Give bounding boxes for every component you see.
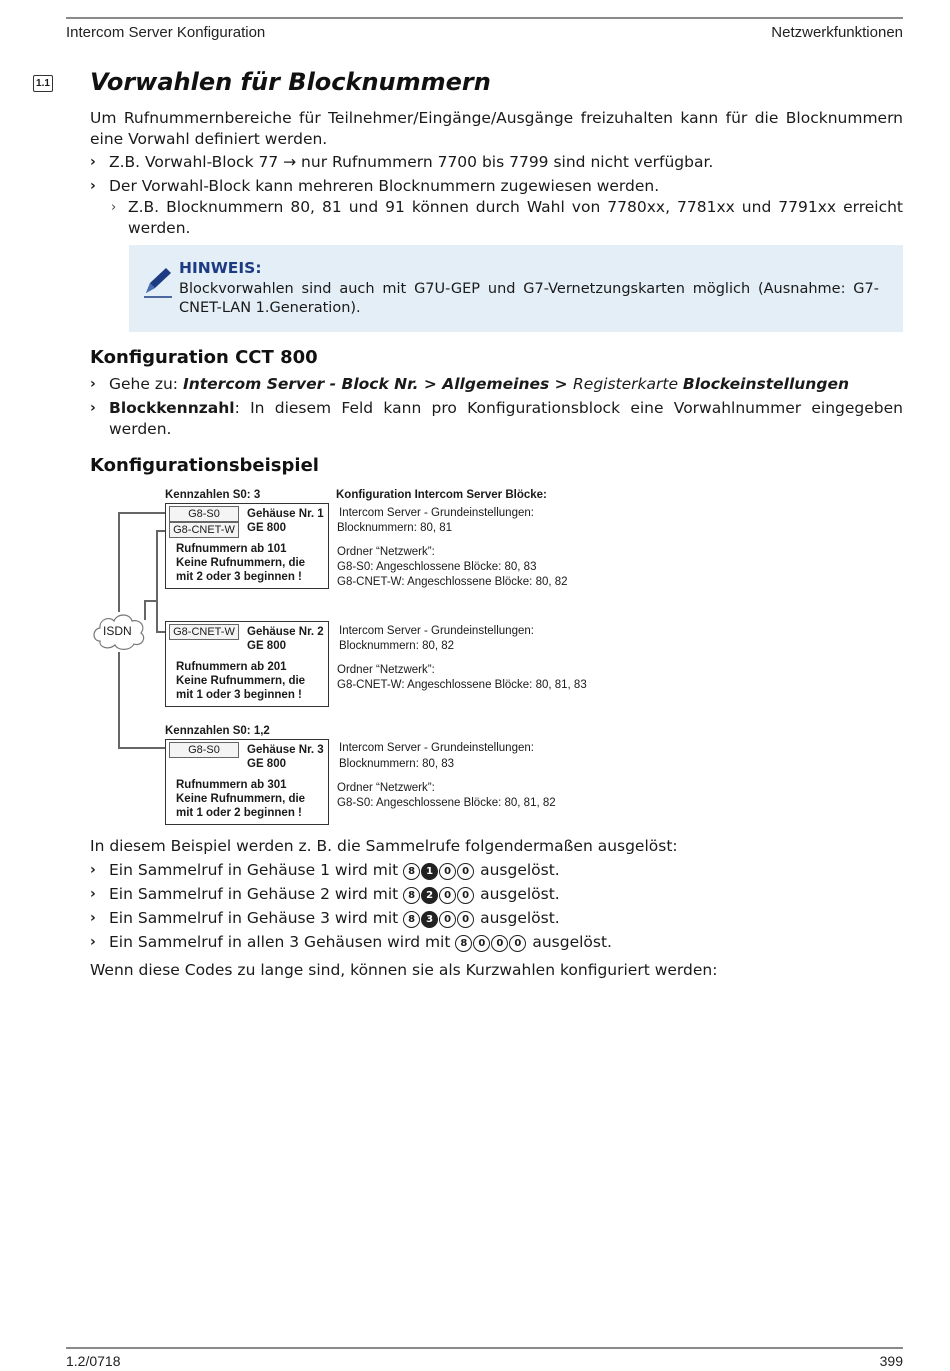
bullet-arrow-icon: › [90,886,96,902]
block2-ordner: Ordner “Netzwerk”: [337,664,435,676]
keypad-key-icon: 8 [403,863,420,880]
bullet-arrow-icon: › [90,910,96,926]
diagram-right-title: Konfiguration Intercom Server Blöcke: [336,489,547,501]
block2-ordner-line: G8-CNET-W: Angeschlossene Blöcke: 80, 81, 83 [337,679,587,691]
bullet-arrow-icon: › [90,178,96,194]
block1-rule: Rufnummern ab 101 [176,543,287,555]
block1-ge: GE 800 [247,522,286,534]
block3-rule: mit 1 oder 2 beginnen ! [176,807,302,819]
bullet-arrow-icon: › [90,376,96,392]
block2-cfg-title: Intercom Server - Grundeinstellungen: [339,625,534,637]
block1-ordner: Ordner “Netzwerk”: [337,546,435,558]
keypad-key-icon: 0 [439,863,456,880]
keypad-key-icon: 0 [473,935,490,952]
block1-kennzahl: Kennzahlen S0: 3 [165,489,261,501]
block3-gehaeuse: Gehäuse Nr. 3 [247,744,324,756]
block2-ge: GE 800 [247,640,286,652]
section-number: 1.1 [36,78,50,89]
keypad-key-icon: 0 [439,887,456,904]
bullet-arrow-icon: › [90,934,96,950]
bullet-arrow-icon: › [90,400,96,416]
page-number: 399 [879,1353,903,1369]
block3-rule: Rufnummern ab 301 [176,779,287,791]
keypad-key-icon: 8 [403,911,420,928]
config-heading: Konfiguration CCT 800 [90,347,318,368]
keypad-key-icon: 1 [421,863,438,880]
block2-tag-cnet: G8-CNET-W [169,624,239,640]
keypad-key-icon: 0 [439,911,456,928]
keypad-key-icon: 0 [491,935,508,952]
note-box [129,245,903,332]
block1-tag-s0: G8-S0 [169,506,239,522]
keypad-key-icon: 0 [457,911,474,928]
block1-ordner-line: G8-CNET-W: Angeschlossene Blöcke: 80, 82 [337,576,568,588]
block1-tag-cnet: G8-CNET-W [169,522,239,538]
block2-gehaeuse: Gehäuse Nr. 2 [247,626,324,638]
bullet-arrow-icon: › [90,154,96,170]
keypad-key-icon: 8 [403,887,420,904]
field-name: Blockkennzahl [109,399,235,417]
block1-ordner-line: G8-S0: Angeschlossene Blöcke: 80, 83 [337,561,537,573]
block3-rule: Keine Rufnummern, die [176,793,306,805]
key-sequence [403,885,475,903]
block2-rule: Keine Rufnummern, die [176,675,306,687]
page-title: Vorwahlen für Blocknummern [90,68,491,96]
bullet-arrow-icon: › [90,862,96,878]
block3-ge: GE 800 [247,758,286,770]
keypad-key-icon: 0 [457,887,474,904]
note-text: Blockvorwahlen sind auch mit G7U-GEP und G7-Vernetzungskarten möglich (Ausnahme: G7-CNET-LAN 1.Generation). [179,281,879,316]
header-left: Intercom Server Konfiguration [66,24,266,41]
keypad-key-icon: 0 [509,935,526,952]
block2-cfg-block: Blocknummern: 80, 82 [339,640,455,652]
key-sequence [403,909,475,927]
tab-name: Blockeinstellungen [682,375,849,393]
block2-rule: mit 1 oder 3 beginnen ! [176,689,302,701]
example-intro: In diesem Beispiel werden z. B. die Sammelrufe folgendermaßen ausgelöst: [90,837,678,855]
key-sequence [403,861,475,879]
keypad-key-icon: 2 [421,887,438,904]
block3-kennzahl: Kennzahlen S0: 1,2 [165,725,270,737]
footer-version: 1.2/0718 [66,1353,121,1369]
block2-rule: Rufnummern ab 201 [176,661,287,673]
block3-cfg-block: Blocknummern: 80, 83 [339,758,455,770]
block3-ordner: Ordner “Netzwerk”: [337,782,435,794]
intro-paragraph: Um Rufnummernbereiche für Teilnehmer/Eingänge/Ausgänge freizuhalten kann für die Blocknummern eine Vorwahl definiert werden. [90,109,903,148]
isdn-label: ISDN [103,624,132,638]
example-heading: Konfigurationsbeispiel [90,455,319,476]
sub-bullet-arrow-icon: › [111,200,117,215]
note-title: HINWEIS: [179,259,262,277]
block1-rule: Keine Rufnummern, die [176,557,306,569]
header-rule [66,17,903,19]
key-sequence [455,933,527,951]
block3-cfg-title: Intercom Server - Grundeinstellungen: [339,742,534,754]
block3-tag-s0: G8-S0 [169,742,239,758]
menu-path: Intercom Server - Block Nr. > Allgemeines > [182,375,574,393]
block1-rule: mit 2 oder 3 beginnen ! [176,571,302,583]
keypad-key-icon: 8 [455,935,472,952]
block1-cfg-block: Blocknummern: 80, 81 [337,522,453,534]
keypad-key-icon: 3 [421,911,438,928]
block1-gehaeuse: Gehäuse Nr. 1 [247,508,324,520]
block1-cfg-title: Intercom Server - Grundeinstellungen: [339,507,534,519]
example-outro: Wenn diese Codes zu lange sind, können sie als Kurzwahlen konfiguriert werden: [90,961,718,979]
section-number-badge [33,75,53,92]
keypad-key-icon: 0 [457,863,474,880]
pencil-icon [142,265,174,299]
header-right: Netzwerkfunktionen [771,24,903,41]
footer-rule [66,1347,903,1349]
block3-ordner-line: G8-S0: Angeschlossene Blöcke: 80, 81, 82 [337,797,556,809]
